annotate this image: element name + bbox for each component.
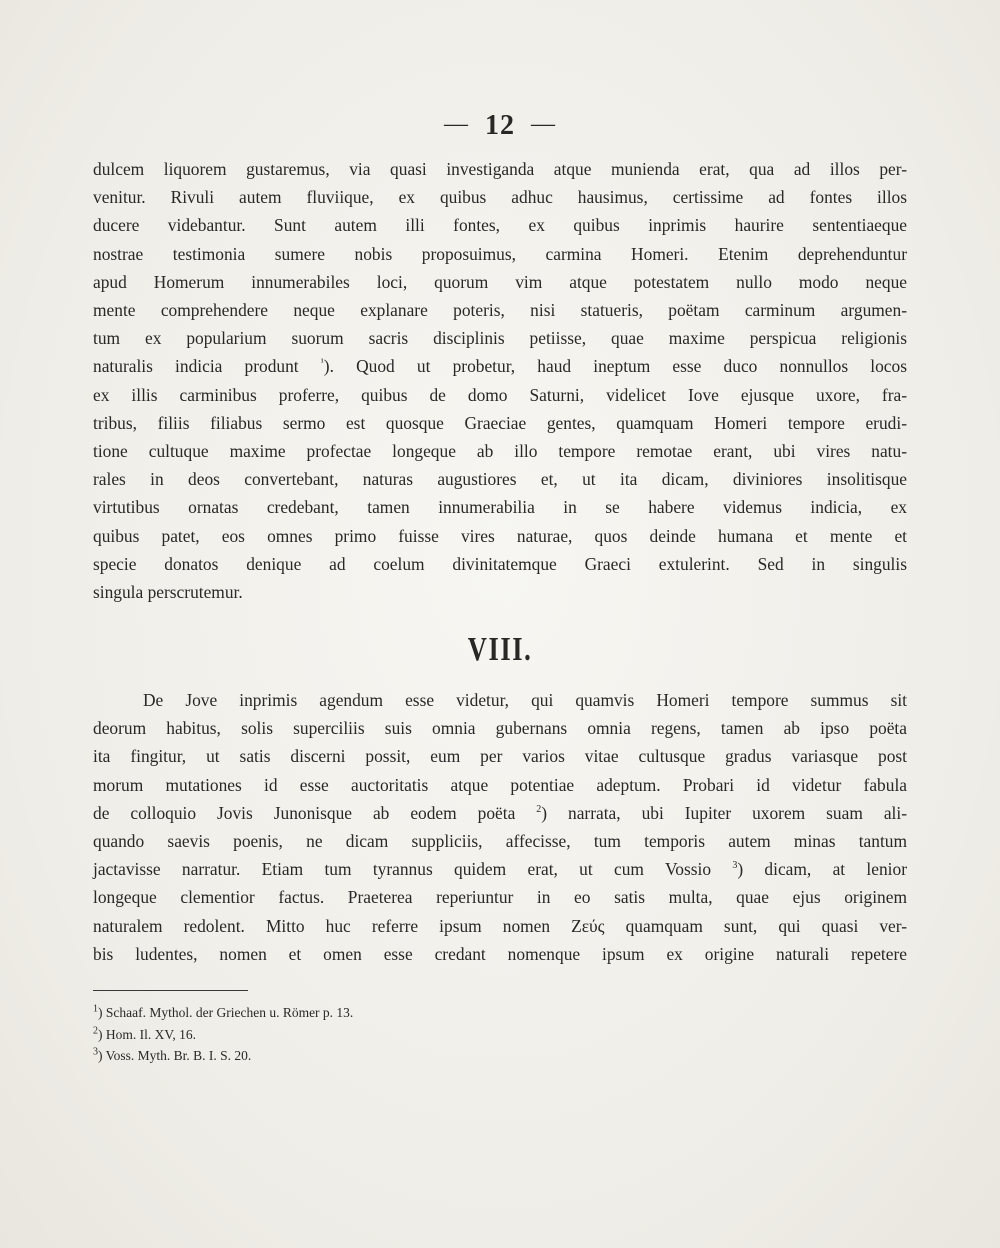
footnote-1 xyxy=(93,1002,793,1024)
footnote-mark: 3 xyxy=(93,1046,98,1058)
text-line: mente comprehendere neque explanare poteris, nisi statueris, poëtam carminum argumen- xyxy=(93,300,907,321)
footnote-2 xyxy=(93,1024,793,1046)
text-line: ita fingitur, ut satis discerni possit, eum per varios vitae cultusque gradus variasque post xyxy=(93,746,907,767)
footnote-mark: 2 xyxy=(93,1025,98,1036)
footnote-3 xyxy=(93,1045,793,1067)
page-number-dash-left: — xyxy=(444,111,469,137)
text-line: deorum habitus, solis superciliis suis omnia gubernans omnia regens, tamen ab ipso poëta xyxy=(93,718,907,739)
text-fragment: jactavisse narratur. Etiam tum tyrannus quidem erat, ut cum Vossio xyxy=(93,859,712,880)
section-heading: VIII. xyxy=(467,631,533,668)
text-line: tione cultuque maxime profectae longeque ab illo tempore remotae erant, ubi vires natu- xyxy=(93,441,907,462)
text-line: ducere videbantur. Sunt autem illi fontes, ex quibus inprimis haurire sententiaeque xyxy=(93,215,907,236)
footnotes xyxy=(93,1002,793,1067)
page-number xyxy=(0,110,1000,142)
text-line-with-footnote xyxy=(93,352,907,380)
footnote-text: ) Voss. Myth. Br. B. I. S. 20. xyxy=(98,1048,252,1063)
page-number-dash-right: — xyxy=(531,111,556,137)
text-fragment: ). Quod ut probetur, haud ineptum esse duco nonnullos locos xyxy=(323,356,907,377)
text-line: tribus, filiis filiabus sermo est quosque Graeciae gentes, quamquam Homeri tempore erudi- xyxy=(93,412,907,433)
text-line: ex illis carminibus proferre, quibus de domo Saturni, videlicet Iove ejusque uxore, fra- xyxy=(93,384,907,405)
text-line: longeque clementior factus. Praeterea reperiuntur in eo satis multa, quae ejus originem xyxy=(93,887,907,908)
footnote-ref-1: ¹ xyxy=(320,357,324,369)
text-line: quibus patet, eos omnes primo fuisse vires naturae, quos deinde humana et mente et xyxy=(93,525,907,546)
text-line-with-footnote xyxy=(93,855,907,883)
paragraph-continued xyxy=(93,155,907,606)
text-fragment: de colloquio Jovis Junonisque ab eodem poëta xyxy=(93,802,516,823)
text-line: rales in deos convertebant, naturas augustiores et, ut ita dicam, diviniores insolitisque xyxy=(93,469,907,490)
footnote-mark: 1 xyxy=(93,1003,98,1015)
footnote-ref-3: 3 xyxy=(732,860,738,872)
text-line: quando saevis poenis, ne dicam suppliciis, affecisse, tum temporis autem minas tantum xyxy=(93,831,907,852)
text-line: morum mutationes id esse auctoritatis atque potentiae adeptum. Probari id videtur fabula xyxy=(93,774,907,795)
text-fragment: ) narrata, ubi Iupiter uxorem suam ali- xyxy=(541,802,907,823)
page-number-value: 12 xyxy=(485,110,515,141)
text-line: nostrae testimonia sumere nobis proposuimus, carmina Homeri. Etenim deprehenduntur xyxy=(93,243,907,264)
text-line: bis ludentes, nomen et omen esse credant nomenque ipsum ex origine naturali repetere xyxy=(93,943,907,964)
text-line: virtutibus ornatas credebant, tamen innumerabilia in se habere videmus indicia, ex xyxy=(93,497,907,518)
text-line: dulcem liquorem gustaremus, via quasi investiganda atque munienda erat, qua ad illos per- xyxy=(93,159,907,179)
paragraph-jove xyxy=(93,686,907,968)
text-fragment: naturalis indicia produnt xyxy=(93,356,299,377)
text-line: naturalem redolent. Mitto huc referre ipsum nomen Ζεύς quamquam sunt, qui quasi ver- xyxy=(93,915,907,936)
text-line: venitur. Rivuli autem fluviique, ex quibus adhuc hausimus, certissime ad fontes illos xyxy=(93,187,907,208)
text-line: tum ex popularium suorum sacris disciplinis petiisse, quae maxime perspicua religionis xyxy=(93,328,907,349)
footnote-text: ) Schaaf. Mythol. der Griechen u. Römer p. 13. xyxy=(98,1005,354,1020)
footnote-text: ) Hom. Il. XV, 16. xyxy=(98,1026,197,1042)
text-line: singula perscrutemur. xyxy=(93,582,243,603)
footnote-ref-2: 2 xyxy=(536,804,542,816)
text-line: apud Homerum innumerabiles loci, quorum vim atque potestatem nullo modo neque xyxy=(93,271,907,292)
text-line: specie donatos denique ad coelum divinitatemque Graeci extulerint. Sed in singulis xyxy=(93,553,907,574)
text-line-with-footnote xyxy=(93,799,907,827)
text-fragment: ) dicam, at lenior xyxy=(737,859,907,880)
footnote-divider xyxy=(93,990,248,991)
text-line: De Jove inprimis agendum esse videtur, qui quamvis Homeri tempore summus sit xyxy=(143,690,907,710)
